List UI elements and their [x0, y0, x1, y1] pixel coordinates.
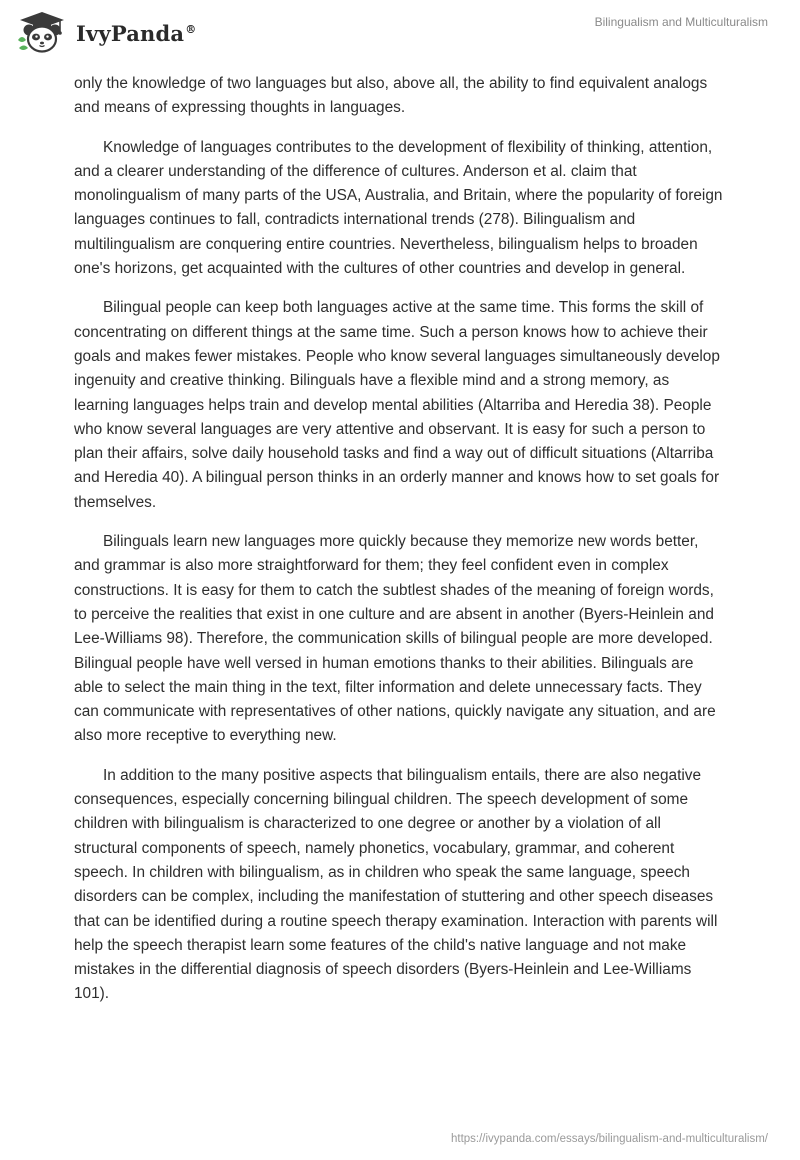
paragraph: Knowledge of languages contributes to the development of flexibility of thinking, attention, and a clearer understanding of the difference of cultures. Anderson et al. claim that monolingualism of many parts of the USA, Australia, and Britain, where the popularity of foreign languages continues to fall, contradicts international trends (278). Bilingualism and multilingualism are conquering entire countries. Nevertheless, bilingualism helps to broaden one's horizons, get acquainted with the cultures of other countries and develop in general.: [74, 138, 723, 278]
paragraph: Bilingual people can keep both languages active at the same time. This forms the skill of concentrating on different things at the same time. Such a person knows how to achieve their goals and makes fewer mistakes. People who know several languages simultaneously develop ingenuity and creative thinking. Bilinguals have a flexible mind and a strong memory, as learning languages helps train and develop mental abilities (Altarriba and Heredia 38). People who know several languages are very attentive and observant. It is easy for such a person to plan their affairs, solve daily household tasks and find a way out of difficult situations (Altarriba and Heredia 40). A bilingual person thinks in an orderly manner and knows how to set goals for themselves.: [74, 299, 720, 511]
page-header: [0, 0, 800, 66]
source-url[interactable]: https://ivypanda.com/essays/bilingualism-and-multiculturalism/: [450, 1133, 768, 1145]
panda-graduate-icon: [16, 10, 68, 54]
brand-name: IvyPanda®: [76, 20, 197, 46]
document-title: Bilingualism and Multiculturalism: [594, 15, 768, 29]
essay-body: [74, 72, 726, 1022]
registered-mark: ®: [185, 22, 197, 36]
paragraph: only the knowledge of two languages but also, above all, the ability to find equivalent analogs and means of expressing thoughts in languages.: [74, 75, 708, 117]
paragraph: In addition to the many positive aspects that bilingualism entails, there are also negative consequences, especially concerning bilingual children. The speech development of some children with bilingualism is characterized to one degree or another by a violation of all structural components of speech, namely phonetics, vocabulary, grammar, and coherent speech. In children with bilingualism, as in children who speak the same language, speech disorders can be complex, including the manifestation of stuttering and other speech diseases that can be identified during a routine speech therapy examination. Interaction with parents will help the speech therapist learn some features of the child's native language and not make mistakes in the differential diagnosis of speech disorders (Byers-Heinlein and Lee-Williams 101).: [74, 766, 718, 1003]
paragraph: Bilinguals learn new languages more quickly because they memorize new words better, and grammar is also more straightforward for them; they feel confident even in complex constructions. It is easy for them to catch the subtlest shades of the meaning of foreign words, to perceive the realities that exist in one culture and are absent in another (Byers-Heinlein and Lee-Williams 98). Therefore, the communication skills of bilingual people are more developed. Bilingual people have well versed in human emotions thanks to their abilities. Bilinguals are able to select the main thing in the text, filter information and delete unnecessary facts. They can communicate with representatives of other nations, quickly navigate any situation, and are also more receptive to everything new.: [74, 533, 716, 745]
brand-logo[interactable]: [16, 10, 196, 54]
